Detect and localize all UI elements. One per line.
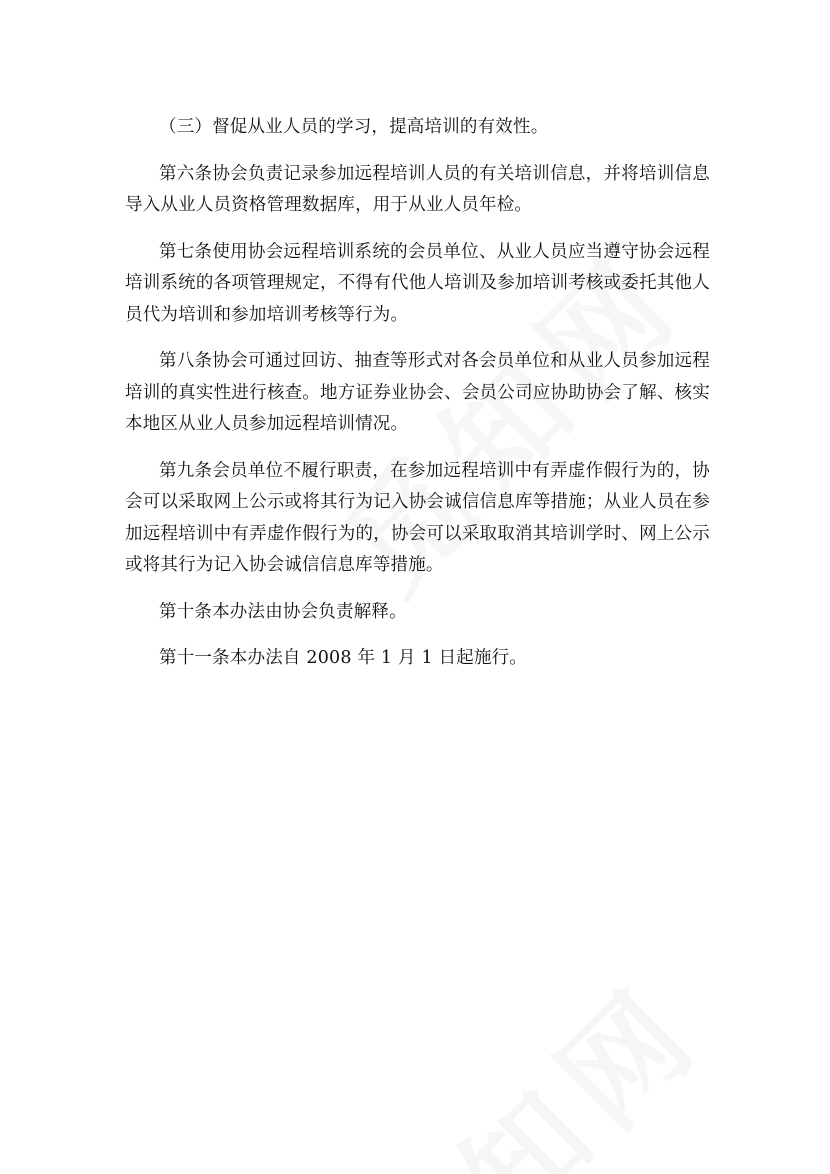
document-body bbox=[125, 112, 710, 675]
paragraph-item-3: （三）督促从业人员的学习，提高培训的有效性。 bbox=[159, 117, 549, 137]
article-7-paragraph: 第七条使用协会远程培训系统的会员单位、从业人员应当遵守协会远程培训系统的各项管理规定，不得有代他人培训及参加培训考核或委托其他人员代为培训和参加培训考核等行为。 bbox=[125, 241, 710, 325]
article-6-paragraph: 第六条协会负责记录参加远程培训人员的有关培训信息，并将培训信息导入从业人员资格管理数据库，用于从业人员年检。 bbox=[125, 163, 710, 215]
article-9-paragraph: 第九条会员单位不履行职责，在参加远程培训中有弄虚作假行为的，协会可以采取网上公示或将其行为记入协会诚信信息库等措施；从业人员在参加远程培训中有弄虚作假行为的，协会可以采取取消其培训学时、网上公示或将其行为记入协会诚信信息库等措施。 bbox=[125, 460, 710, 575]
article-10-paragraph: 第十条本办法由协会负责解释。 bbox=[159, 601, 407, 622]
watermark bbox=[320, 939, 734, 1174]
article-11-paragraph: 第十一条本办法自 2008 年 1 月 1 日起施行。 bbox=[159, 648, 528, 668]
article-8-paragraph: 第八条协会可通过回访、抽查等形式对各会员单位和从业人员参加远程培训的真实性进行核查。地方证券业协会、会员公司应协助协会了解、核实本地区从业人员参加远程培训情况。 bbox=[125, 351, 710, 434]
